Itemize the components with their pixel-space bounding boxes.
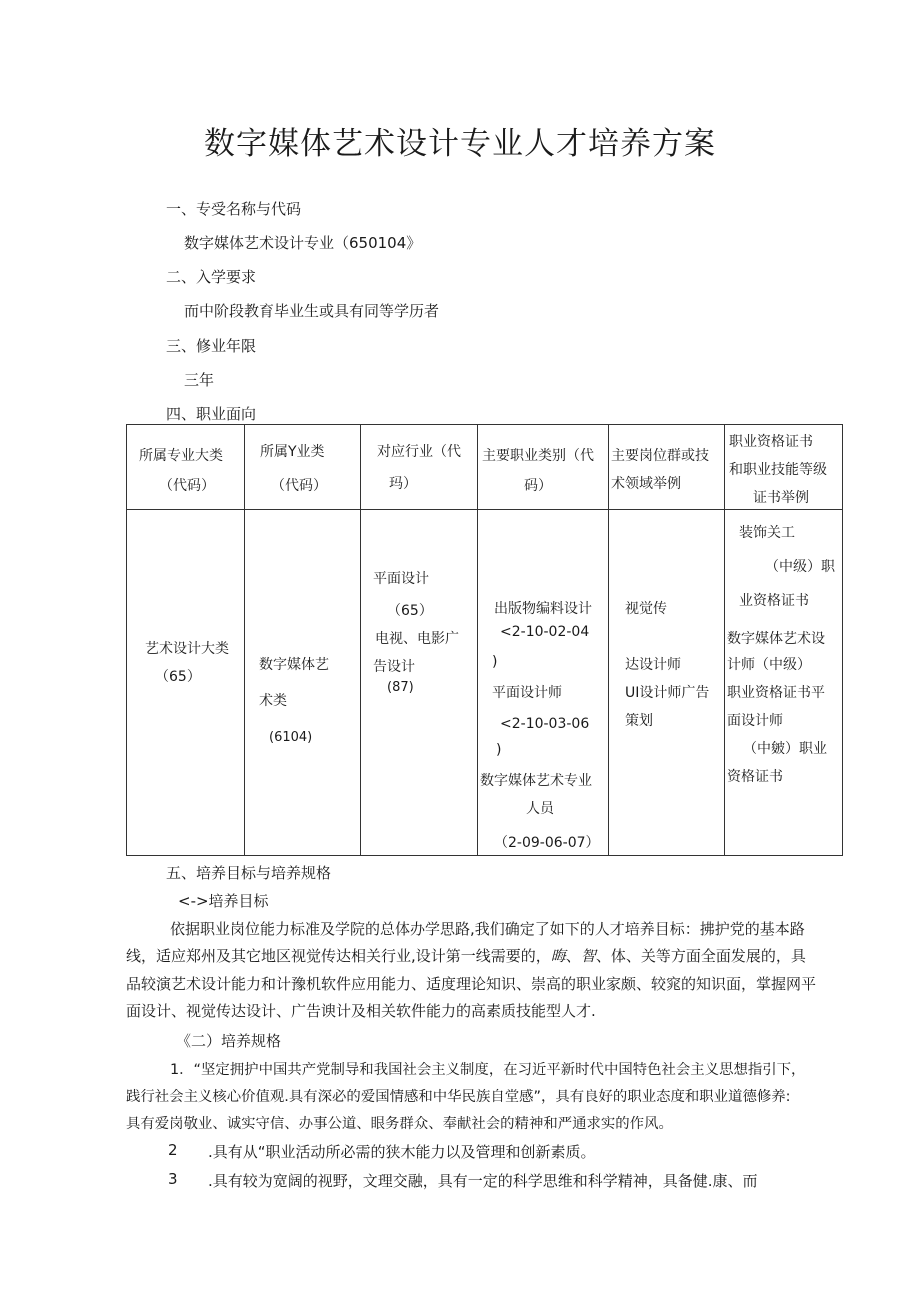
section-1-heading: 一、专受名称与代码 bbox=[166, 200, 302, 218]
table-cell-industry bbox=[361, 510, 478, 856]
table-header-row bbox=[127, 425, 843, 510]
goal-text: 、 bbox=[565, 947, 581, 965]
spec-1-line-2: 践行社会主义核心价值观.具有深必的爱国情感和中华民族自堂感”，具有良好的职业态度和职业道德修养: bbox=[126, 1089, 791, 1105]
cell-text: ) bbox=[492, 654, 498, 670]
header-cell bbox=[245, 425, 361, 510]
spec-3-number: 3 bbox=[168, 1170, 178, 1188]
cell-text: 电视、电影广 bbox=[375, 631, 459, 647]
goal-line-2 bbox=[126, 945, 806, 966]
table-cell-positions bbox=[609, 510, 725, 856]
cell-text: (87) bbox=[387, 680, 414, 695]
section-3-body: 三年 bbox=[184, 371, 215, 389]
section-3-heading: 三、修业年限 bbox=[166, 337, 257, 355]
cell-text: 数字媒体艺术设 bbox=[727, 631, 825, 647]
header-text: 证书举例 bbox=[753, 490, 809, 506]
section-5-heading: 五、培养目标与培养规格 bbox=[166, 864, 332, 882]
cell-text: 策划 bbox=[625, 713, 653, 729]
cell-text: 艺术设计大类 bbox=[145, 641, 229, 657]
career-table bbox=[126, 424, 843, 856]
goal-italic: 晦 bbox=[550, 947, 566, 965]
cell-text: （65） bbox=[155, 669, 201, 685]
page-title: 数字媒体艺术设计专业人才培养方案 bbox=[204, 126, 716, 162]
section-2-heading: 二、入学要求 bbox=[166, 268, 257, 286]
header-cell bbox=[609, 425, 725, 510]
cell-text: 资格证书 bbox=[727, 769, 783, 785]
header-cell bbox=[361, 425, 478, 510]
header-text: 术领域举例 bbox=[611, 476, 681, 492]
header-text: 所属Y业类 bbox=[260, 444, 325, 460]
section-1-body: 数字媒体艺术设计专业（650104》 bbox=[184, 234, 422, 252]
subsection-spec-heading: 《二）培养规格 bbox=[176, 1032, 282, 1050]
cell-text: 面设计师 bbox=[727, 713, 783, 729]
section-4-heading: 四、职业面向 bbox=[166, 405, 257, 423]
cell-text: 业资格证书 bbox=[739, 593, 809, 609]
header-text: 主要职业类别（代 bbox=[482, 448, 594, 464]
goal-line-4: 面设计、视觉传达设计、广告谀计及相关软件能力的高素质技能型人才. bbox=[126, 1002, 596, 1020]
cell-text: UI设计师广告 bbox=[625, 685, 710, 701]
cell-text: 计师（中级） bbox=[727, 657, 811, 673]
table-cell-category bbox=[127, 510, 245, 856]
header-text: 对应行业（代 bbox=[377, 444, 461, 460]
header-text: 和职业技能等级 bbox=[729, 462, 827, 478]
cell-text: 人员 bbox=[526, 801, 554, 817]
cell-text: （中级）职 bbox=[765, 559, 835, 575]
header-text: 码） bbox=[524, 478, 552, 494]
header-text: 职业资格证书 bbox=[729, 434, 813, 450]
cell-text: 达设计师 bbox=[625, 657, 681, 673]
cell-text: 职业资格证书平 bbox=[727, 685, 825, 701]
header-text: （代码） bbox=[159, 478, 215, 494]
goal-line-3: 品较演艺术设计能力和计豫机软件应用能力、适度理论知识、崇高的职业家颇、较窕的知识面，掌握网平 bbox=[126, 975, 817, 993]
header-text: （代码） bbox=[271, 478, 327, 494]
header-text: 所属专业大类 bbox=[139, 448, 223, 464]
goal-line-1: 依据职业岗位能力标准及学院的总体办学思路,我们确定了如下的人才培养目标：拂护党的基本路 bbox=[170, 920, 805, 938]
spec-1-line-3: 具有爱岗敬业、诚实守信、办事公道、眼务群众、奉献社会的精神和严通求实的作风。 bbox=[126, 1116, 673, 1132]
cell-text: 平面设计 bbox=[373, 571, 429, 587]
subsection-goal-heading: <->培养目标 bbox=[178, 892, 269, 910]
cell-text: 装饰关工 bbox=[739, 525, 795, 541]
cell-text: （中皴）职业 bbox=[743, 741, 827, 757]
cell-text: 数字媒体艺术专业 bbox=[480, 773, 592, 789]
cell-text: （65） bbox=[387, 603, 433, 619]
spec-3-text: .具有较为宽阔的视野，文理交融，具有一定的科学思维和科学精神，具备健.康、而 bbox=[208, 1172, 758, 1190]
cell-text: 出版物编料设计 bbox=[494, 601, 592, 617]
header-cell bbox=[725, 425, 843, 510]
cell-text: (6104) bbox=[269, 730, 313, 745]
table-cell-occupation bbox=[478, 510, 609, 856]
cell-text: 告设计 bbox=[373, 659, 415, 675]
spec-1-line-1: 1．“坚定拥护中国共产党制导和我国社会主义制度，在习近平新时代中国特色社会主义思想指引下， bbox=[170, 1062, 806, 1078]
goal-text: 、体、关等方面全面发展的，具 bbox=[595, 947, 806, 965]
section-2-body: 而中阶段教育毕业生或具有同等学历者 bbox=[184, 302, 440, 320]
table-cell-certificates bbox=[725, 510, 843, 856]
table-row bbox=[127, 510, 843, 856]
cell-text: <2-10-03-06 bbox=[500, 716, 590, 732]
goal-text: 线，适应郑州及其它地区视觉传达相关行业,设计第一线需要的， bbox=[126, 947, 551, 965]
cell-text: <2-10-02-04 bbox=[500, 624, 590, 640]
table-cell-subcategory bbox=[245, 510, 361, 856]
cell-text: 数字媒体艺 bbox=[259, 657, 329, 673]
header-text: 玛） bbox=[389, 476, 417, 492]
spec-2-number: 2 bbox=[168, 1141, 178, 1159]
cell-text: 术类 bbox=[259, 693, 287, 709]
header-cell bbox=[127, 425, 245, 510]
goal-italic: 智 bbox=[580, 947, 596, 965]
cell-text: ) bbox=[496, 742, 502, 758]
cell-text: 视觉传 bbox=[625, 601, 667, 617]
header-text: 主要岗位群或技 bbox=[611, 448, 709, 464]
cell-text: （2-09-06-07） bbox=[494, 835, 600, 851]
cell-text: 平面设计师 bbox=[492, 685, 562, 701]
header-cell bbox=[478, 425, 609, 510]
spec-2-text: .具有从“职业活动所必需的狭木能力以及管理和创新素质。 bbox=[208, 1143, 596, 1161]
